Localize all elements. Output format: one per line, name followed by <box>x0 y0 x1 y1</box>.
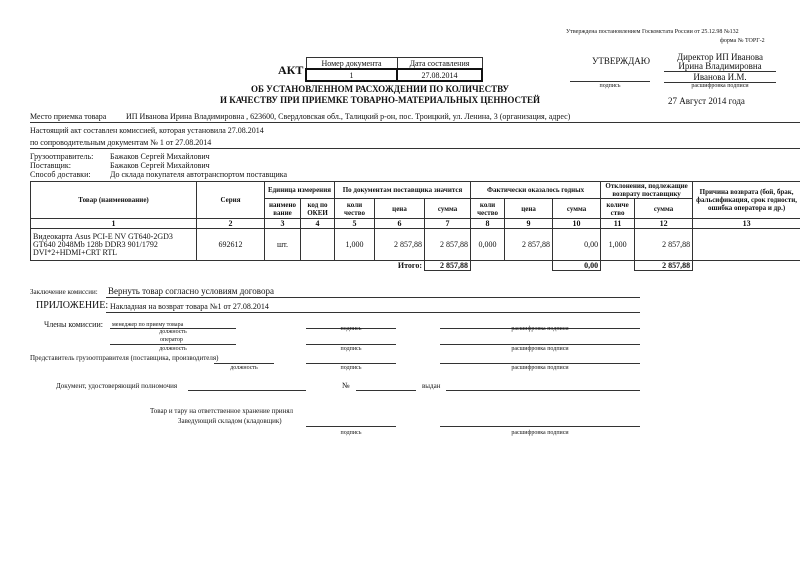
col-num: 9 <box>505 219 553 229</box>
col-num: 5 <box>335 219 375 229</box>
docs-line: по сопроводительным документам № 1 от 27.08.2014 <box>30 138 212 147</box>
document-label: Документ, удостоверяющий полномочия <box>56 382 178 390</box>
approve-date: 27 Август 2014 года <box>668 96 745 106</box>
member2-decoding-label: расшифровка подписи <box>511 346 569 352</box>
conclusion-value: Вернуть товар согласно условиям договора <box>108 286 274 296</box>
appendix-label: ПРИЛОЖЕНИЕ: <box>36 300 109 311</box>
doc-date: 27.08.2014 <box>397 69 482 81</box>
custody-decoding-label: расшифровка подписи <box>511 430 569 436</box>
approve-name-label: расшифровка подписи <box>691 83 749 89</box>
header-series: Серия <box>197 182 265 219</box>
doc-number: 1 <box>306 69 397 81</box>
shipper-label: Грузоотправитель: <box>30 152 94 161</box>
header-qty-3: количе ство <box>601 199 635 219</box>
form-code: форма № ТОРГ-2 <box>720 38 765 44</box>
member2-signature-label: подпись <box>340 346 362 352</box>
appendix-value: Накладная на возврат товара №1 от 27.08.2014 <box>110 302 269 311</box>
header-by-docs: По документам поставщика значится <box>335 182 471 199</box>
member2-position: оператор <box>160 337 183 343</box>
approve-name: Иванова И.М. <box>693 72 747 82</box>
header-reason: Причина возврата (бой, брак, фальсификация, срок годности, ошибка оператора и др.) <box>693 182 800 219</box>
col-num: 12 <box>635 219 693 229</box>
col-num: 13 <box>693 219 800 229</box>
act-header-table <box>305 57 483 82</box>
approve-position-2: Ирина Владимировна <box>678 61 762 71</box>
col-num: 6 <box>375 219 425 229</box>
delivery-label: Способ доставки: <box>30 170 91 179</box>
cell-price-2: 2 857,88 <box>505 229 553 261</box>
header-sum: сумма <box>425 199 471 219</box>
conclusion-label: Заключение комиссии: <box>30 288 98 296</box>
supplier-label: Поставщик: <box>30 161 71 170</box>
cell-sum-2: 0,00 <box>553 229 601 261</box>
header-price-2: цена <box>505 199 553 219</box>
commission-line: Настоящий акт составлен комиссией, которая установила 27.08.2014 <box>30 126 264 135</box>
total-label: Итого: <box>397 260 423 270</box>
rep-position-label: должность <box>230 365 258 371</box>
rep-signature-label: подпись <box>340 365 362 371</box>
header-unit-name: наимено вание <box>265 199 301 219</box>
cell-sum-3: 2 857,88 <box>635 229 693 261</box>
approve-signature-label: подпись <box>599 83 621 89</box>
approve-label: УТВЕРЖДАЮ <box>592 56 651 66</box>
shipper-value: Бажаков Сергей Михайлович <box>110 152 210 161</box>
delivery-value: До склада покупателя автотранспортом поставщика <box>110 170 288 179</box>
act-title: АКТ <box>278 63 304 77</box>
cell-sum: 2 857,88 <box>425 229 471 261</box>
date-label: Дата составления <box>397 58 482 70</box>
table-row <box>31 229 800 261</box>
place-value: ИП Иванова Ирина Владимировна , 623600, Свердловская обл., Талицкий р-он, пос. Троицкий, ул. Ленина, 3 (организация, адрес) <box>126 112 571 121</box>
col-num: 8 <box>471 219 505 229</box>
header-qty: коли чество <box>335 199 375 219</box>
col-num: 7 <box>425 219 471 229</box>
member2-position-label: должность <box>159 346 187 352</box>
header-actual: Фактически оказалось годных <box>471 182 601 199</box>
doc-number-label: Номер документа <box>306 58 397 70</box>
col-num: 1 <box>31 219 197 229</box>
custody-line-1: Товар и тару на ответственное хранение принял <box>150 407 294 415</box>
cell-qty: 1,000 <box>335 229 375 261</box>
header-goods: Товар (наименование) <box>31 182 197 219</box>
custody-line-2: Заведующий складом (кладовщик) <box>178 417 282 425</box>
cell-price: 2 857,88 <box>375 229 425 261</box>
header-price: цена <box>375 199 425 219</box>
cell-reason <box>693 229 800 261</box>
total-sum: 2 857,88 <box>425 261 471 271</box>
shipper-rep-label: Представитель грузоотправителя (поставщика, производителя) <box>30 354 219 362</box>
custody-signature-label: подпись <box>340 430 362 436</box>
member1-signature-label: подпись <box>340 326 362 332</box>
header-qty-2: коли чество <box>471 199 505 219</box>
col-num: 3 <box>265 219 301 229</box>
col-num: 10 <box>553 219 601 229</box>
cell-unit: шт. <box>265 229 301 261</box>
approve-position-1: Директор ИП Иванова <box>676 52 764 62</box>
header-unit-code: код по ОКЕИ <box>301 199 335 219</box>
col-num: 11 <box>601 219 635 229</box>
member1-position: менеджер по приему товара <box>112 322 184 328</box>
col-num: 4 <box>301 219 335 229</box>
col-num: 2 <box>197 219 265 229</box>
member1-position-label: должность <box>159 329 187 335</box>
members-label: Члены комиссии: <box>44 320 103 329</box>
supplier-value: Бажаков Сергей Михайлович <box>110 161 210 170</box>
cell-qty-2: 0,000 <box>471 229 505 261</box>
rep-decoding-label: расшифровка подписи <box>511 365 569 371</box>
header-sum-3: сумма <box>635 199 693 219</box>
number-sign: № <box>342 381 350 390</box>
goods-table <box>30 181 800 271</box>
approval-note: Утверждена постановлением Госкомстата России от 25.12.98 №132 <box>566 29 739 35</box>
place-label: Место приемка товара <box>30 112 107 121</box>
cell-qty-3: 1,000 <box>601 229 635 261</box>
cell-series: 692612 <box>197 229 265 261</box>
cell-goods: Видеокарта Asus PCI-E NV GT640-2GD3 GT640 2048Mb 128b DDR3 901/1792 DVI*2+HDMI+CRT RTL <box>31 229 197 261</box>
cell-code <box>301 229 335 261</box>
total-sum-3: 2 857,88 <box>635 261 693 271</box>
act-subtitle-2: И КАЧЕСТВУ ПРИ ПРИЕМКЕ ТОВАРНО-МАТЕРИАЛЬНЫХ ЦЕННОСТЕЙ <box>219 95 541 105</box>
act-subtitle-1: ОБ УСТАНОВЛЕННОМ РАСХОЖДЕНИИ ПО КОЛИЧЕСТВУ <box>250 84 510 94</box>
header-unit: Единица измерения <box>265 182 335 199</box>
header-deviation: Отклонения, подлежащие возврату поставщику <box>601 182 693 199</box>
issued-label: выдан <box>422 382 441 390</box>
total-sum-2: 0,00 <box>553 261 601 271</box>
member1-decoding-label: расшифровка подписи <box>511 326 569 332</box>
header-sum-2: сумма <box>553 199 601 219</box>
